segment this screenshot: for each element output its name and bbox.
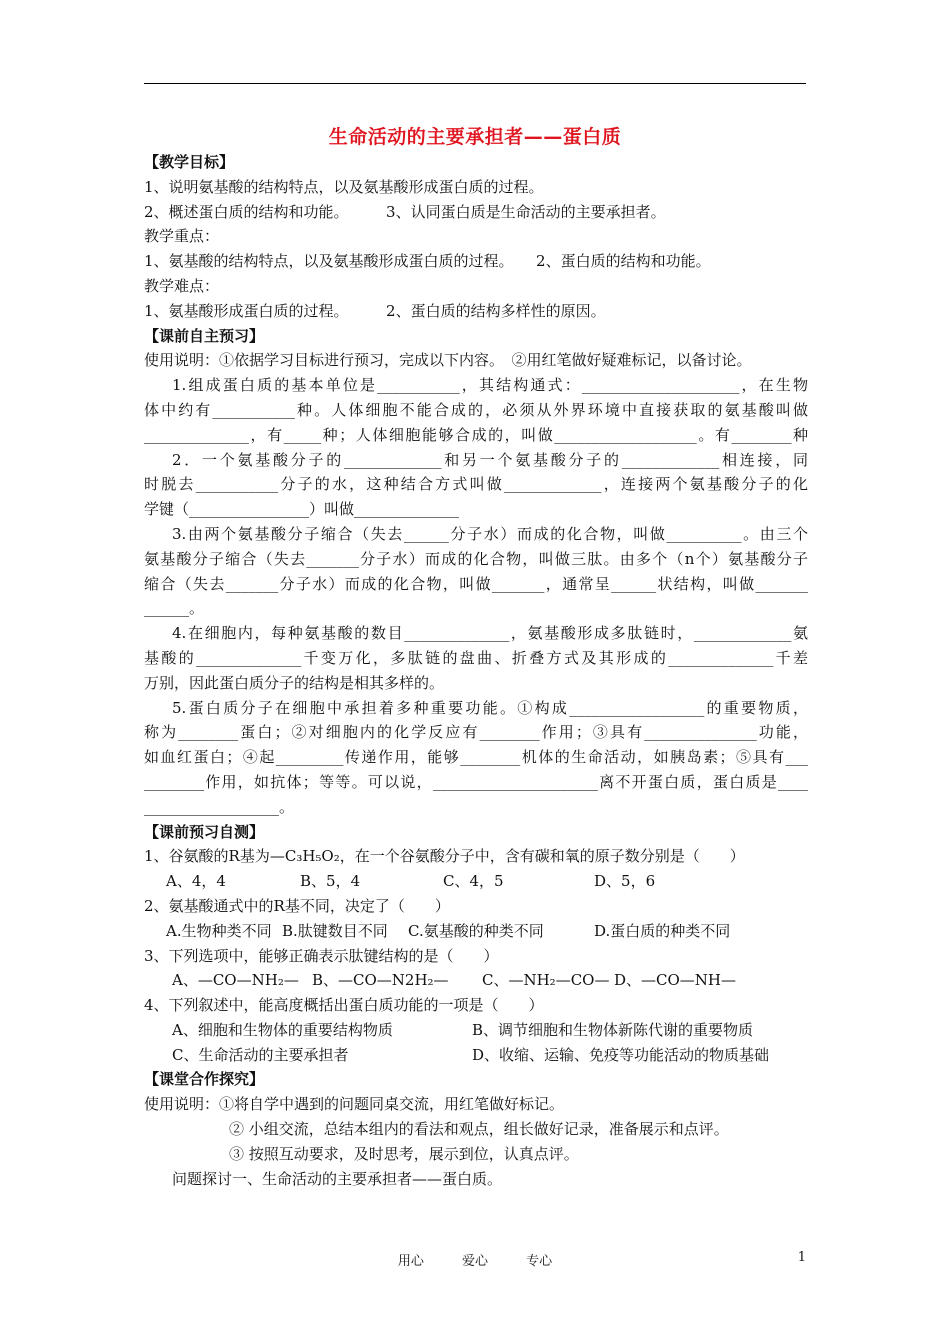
fill-in-line: ________作用，如抗体；等等。可以说，______________________离不开蛋白质，蛋白质是____ <box>144 772 808 791</box>
section-heading-cooperation: 【课堂合作探究】 <box>144 1070 265 1089</box>
option-b: B.肽键数目不同 <box>282 921 388 940</box>
option-d: D、5，6 <box>594 872 656 891</box>
question-3-options <box>144 968 808 993</box>
text-line: 问题探讨一、生命活动的主要承担者——蛋白质。 <box>172 1169 503 1188</box>
option-b: B、调节细胞和生物体新陈代谢的重要物质 <box>472 1020 754 1039</box>
fill-in-line: 缩合（失去_______分子水）而成的化合物，叫做_______，通常呈______状结构，叫做_______ <box>144 574 808 593</box>
fill-in-line: 5.蛋白质分子在细胞中承担着多种重要功能。①构成__________________的重要物质， <box>172 698 808 717</box>
fill-in-line: 学键（________________）叫做______________ <box>144 500 460 519</box>
fill-in-line: ______________，有_____种；人体细胞能够合成的，叫做___________________。有________种 <box>144 425 808 444</box>
option-d: D.蛋白质的种类不同 <box>594 921 731 940</box>
fill-in-line: 4.在细胞内，每种氨基酸的数目______________，氨基酸形成多肽链时，_____________氨 <box>172 624 808 643</box>
question-3: 3、下列选项中，能够正确表示肽键结构的是（ ） <box>144 946 499 965</box>
option-a: A.生物种类不同 <box>166 921 272 940</box>
option-b: B、—CO—N2H₂— <box>312 971 449 990</box>
document-title: 生命活动的主要承担者——蛋白质 <box>328 126 622 148</box>
option-c: C、—NH₂—CO— <box>482 971 610 990</box>
text-line: ② 小组交流，总结本组内的看法和观点，组长做好记录，准备展示和点评。 <box>229 1120 729 1139</box>
option-a: A、—CO—NH₂— <box>172 971 299 990</box>
fill-in-line: 氨基酸分子缩合（失去_______分子水）而成的化合物，叫做三肽。由多个（n个）氨基酸分子 <box>144 549 808 568</box>
fill-in-line: 如血红蛋白；④起_________传递作用，能够________机体的生命活动，如胰岛素；⑤具有___ <box>144 748 808 767</box>
page-number: 1 <box>797 1250 806 1265</box>
text-line: 1、说明氨基酸的结构特点，以及氨基酸形成蛋白质的过程。 <box>144 177 544 196</box>
text-line: 使用说明：①将自学中遇到的问题同桌交流，用红笔做好标记。 <box>144 1095 565 1114</box>
fill-in-line: ______。 <box>144 599 205 618</box>
question-4-options-cd <box>144 1043 808 1068</box>
option-d: D、收缩、运输、免疫等功能活动的物质基础 <box>472 1045 770 1064</box>
question-1-options <box>144 869 808 894</box>
fill-in-line: 基酸的______________千变万化，多肽链的盘曲、折叠方式及其形成的______________千差 <box>144 648 808 667</box>
option-c: C.氨基酸的种类不同 <box>408 921 544 940</box>
question-2-options <box>144 919 808 944</box>
option-a: A、4，4 <box>166 872 226 891</box>
fill-in-line: __________________。 <box>144 797 295 816</box>
header-rule <box>144 83 806 84</box>
section-heading-objectives: 【教学目标】 <box>144 153 235 171</box>
section-heading-self-test: 【课前预习自测】 <box>144 822 265 841</box>
option-a: A、细胞和生物体的重要结构物质 <box>172 1020 393 1039</box>
question-4-options-ab <box>144 1018 808 1043</box>
footer-motto: 用心 爱心 专心 <box>397 1254 553 1269</box>
question-4: 4、下列叙述中，能高度概括出蛋白质功能的一项是（ ） <box>144 996 544 1015</box>
fill-in-line: 3.由两个氨基酸分子缩合（失去______分子水）而成的化合物，叫做__________。由三个 <box>172 524 808 543</box>
question-2: 2、氨基酸通式中的R基不同，决定了（ ） <box>144 896 450 915</box>
fill-in-line: 时脱去___________分子的水，这种结合方式叫做_____________，连接两个氨基酸分子的化 <box>144 475 808 494</box>
fill-in-line: 称为________蛋白；②对细胞内的化学反应有________作用；③具有_______________功能， <box>144 723 808 742</box>
text-line: ③ 按照互动要求，及时思考，展示到位，认真点评。 <box>229 1144 579 1163</box>
text-line: 1、氨基酸的结构特点，以及氨基酸形成蛋白质的过程。 2、蛋白质的结构和功能。 <box>144 252 711 271</box>
question-1: 1、谷氨酸的R基为—C₃H₅O₂，在一个谷氨酸分子中，含有碳和氧的原子数分别是（ ） <box>144 847 745 866</box>
text-line: 使用说明：①依据学习目标进行预习，完成以下内容。 ②用红笔做好疑难标记，以备讨论。 <box>144 351 752 370</box>
text-line: 2、概述蛋白质的结构和功能。 3、认同蛋白质是生命活动的主要承担者。 <box>144 202 666 221</box>
document-body <box>144 150 808 1191</box>
fill-in-line: 体中约有___________种。人体细胞不能合成的，必须从外界环境中直接获取的氨基酸叫做 <box>144 400 808 419</box>
option-d: D、—CO—NH— <box>614 971 737 990</box>
fill-in-line: 2．一个氨基酸分子的_____________和另一个氨基酸分子的_____________相连接，同 <box>172 450 808 469</box>
option-c: C、生命活动的主要承担者 <box>172 1045 349 1064</box>
text-line: 教学重点： <box>144 227 220 246</box>
text-line: 1、氨基酸形成蛋白质的过程。 2、蛋白质的结构多样性的原因。 <box>144 301 606 320</box>
option-b: B、5，4 <box>300 872 361 891</box>
page-footer <box>144 1250 806 1270</box>
fill-in-line: 1.组成蛋白质的基本单位是___________，其结构通式：_____________________，在生物 <box>172 376 808 395</box>
fill-in-line: 万别，因此蛋白质分子的结构是相其多样的。 <box>144 673 445 692</box>
text-line: 教学难点： <box>144 276 220 295</box>
option-c: C、4，5 <box>443 872 504 891</box>
section-heading-preview: 【课前自主预习】 <box>144 326 265 345</box>
